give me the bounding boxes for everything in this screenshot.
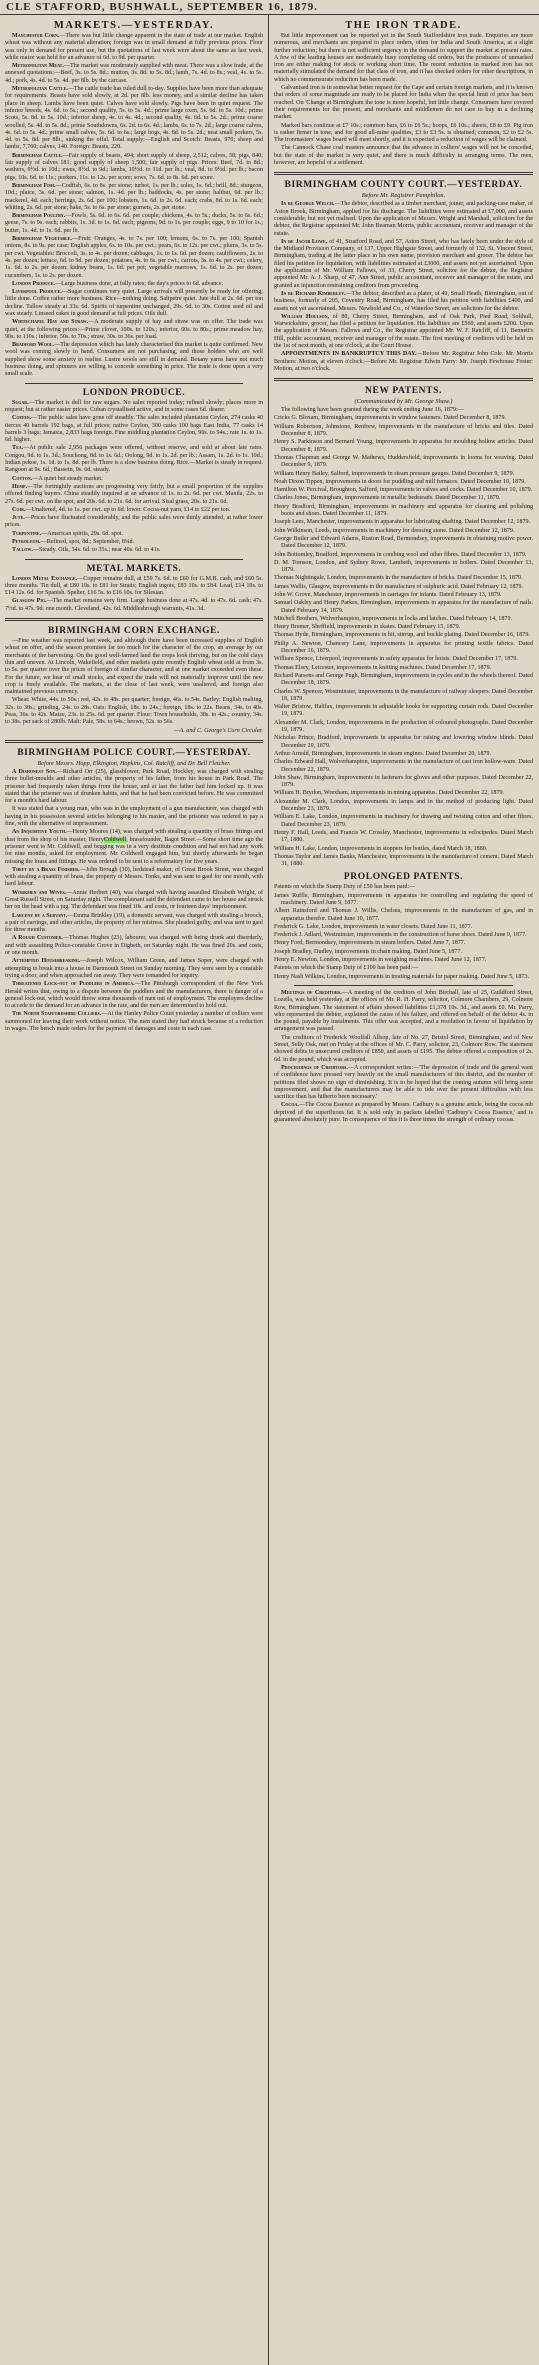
corn-circular-note: —A. and C. George's Corn Circular. [174, 727, 263, 734]
patent-entry: James Ruffle, Birmingham, improvements in apparatus for controlling and regulating the speed of machinery. Dated June 9, 1877. [274, 892, 533, 906]
right-column [269, 15, 538, 2365]
patent-entry: James Wallis, Glasgow, improvements in the manufacture of sulphuric acid. Dated February 12, 1879. [274, 583, 524, 590]
produce-report: Turpentine.—American spirits, 29s. 6d. spot. [12, 530, 124, 537]
patent-entry: Thomas Hyde, Birmingham, improvements in bit, stirrup, and buckle plating. Dated December 16, 1879. [274, 632, 530, 639]
patent-entry: Hamilton W. Percival, Broughton, Salford, improvements in valves and cocks. Dated December 10, 1879. [274, 487, 533, 494]
patent-entry: Henry Nash Wilkins, London, improvements in treating materials for paper making. Dated June 5, 1873. [274, 973, 530, 980]
patent-entry: Thomas Elsey, Leicester, improvements in knitting machines. Dated December 17, 1879. [274, 664, 492, 671]
market-report: Birmingham Vegetable.—Fruit: Oranges, 4s. to 7s. per 100; lemons, 6s. to 7s. per 100; Spanish onions, 8s. to 9s. per case; English apples, 6s. to 10s. per cwt.; pears, 6s. to 12s. per cwt.; plums, 3s. to 5s. per cwt. Vegetables: Broccoli, 3s. to 4s. per dozen; cabbages, 1s. to 1s. 6d. per dozen; cauliflowers, 2s. to 4s. per dozen; lettuce, 6d. to 9d. per dozen; potatoes, 4s. to 6s. per cwt.; carrots, 3s. to 4s. per cwt.; celery, 1s. 6d. to 2s. per dozen; kidney beans, 1s. 6d. per pot; vegetable marrows, 1s. 6d. to 2s. per dozen; cucumbers, 1s. to 2s. per dozen. [5, 236, 263, 279]
patent-entry: William E. Lake, London, improvements in machinery for drawing and twisting cotton and other fibres. Dated December 23, 1879. [274, 814, 533, 828]
patent-entry: Henry E. Newton, London, improvements in weighing machines. Dated June 12, 1877. [274, 957, 487, 964]
creditors-report: Meetings of Creditors.—A meeting of the creditors of John Birchall, late of 25, Guildford Street, Lozells, was held yesterday, at the offices of Mr. R. H. Parry, solicitor, Colmore Chambers, 29, Colmore Row, Birmingham. The statement of affairs showed liabilities £1,378 10s. 3d., and assets £0. Mr. Parry, who represented the debtor, explained the cause of his failure, and offered on behalf of the debtor 4s. in the pound, payable by instalments. This offer was accepted, and a resolution in favour of liquidation by arrangement was passed. [274, 989, 533, 1033]
market-report: Metropolitan Cattle.—The cattle trade has ruled dull to-day. Supplies have been more than adequate for requirements. Beasts have sold slowly, at 2d. per 8lb. less money, and a similar decline has taken place in sheep. Lambs have been quiet. Calves have sold slowly. Pigs have been in quiet request. The inferior breeds, 4s. 6d. to 5s.; second quality, 5s. to 5s. 4d.; prime large oxen, 5s. 6d. to 5s. 10d.; prime Scots, 5s. 8d. to 5s. 10d.; inferior sheep, 4s. to 4s. 4d.; second quality, 4s. 6d. to 5s. 2d.; prime coarse woolled, 5s. 4d. to 5s. 8d.; prime Southdowns, 6s. 2d. to 6s. 4d.; lambs, 6s. to 7s. 2d.; large coarse calves, 4s. 6d. to 5s. 4d.; prime small calves, 5s. 6d. to 6s.; large hogs, 4s. 8d. to 5s. 2d.; neat small porkers, 5s. 4d. to 5s. 8d. per 8lb., sinking the offal. Total supply:—English and Scotch: Beasts, 970; sheep and lambs, 7,760; calves, 140. Foreign: Beasts, 220. [5, 86, 264, 151]
produce-report: Hemp.—The fortnightly auctions are progressing very fairly, but a small proportion of the supplies offered finding buyers. China steadily inquired at an advance of 1s. to 2s. 6d. per cwt. Manila, 22s. to 27s. 6d. per cwt. on the spot, and 20s. 6d. to 21s. 6d. for arrival. Sisal grass, 20s. to 21s. 6d. [5, 483, 263, 505]
patent-entry: John W. Grove, Manchester, improvements in carriages for infants. Dated February 13, 1879. [274, 592, 502, 598]
patent-entry: Noah Dixon Tippen, improvements in doors for puddling and mill furnaces. Dated December 10, 1879. [274, 478, 526, 485]
metal-markets-heading: METAL MARKETS. [86, 563, 182, 574]
patent-entry: Henry Bremer, Sheffield, improvements in skates. Dated February 15, 1879. [274, 624, 461, 631]
court-case: William Houlson, of 80, Cherry Street, Birmingham, and of Oak Park, Pied Road, Solihull, Warwickshire, grocer, has filed a petition for liquidation. His liabilities are £560, and assets £200. Upon the application of Messrs. Fallows and Co., the Registrar appointed Mr. W. F. Ratcliff, of 11, Bennett's Hill, public accountant, receiver and manager of the estate. The first meeting of creditors will be held on the 1st of next month, at one o'clock, at the Court House. [274, 313, 533, 349]
patent-entry: William H. Lake, London, improvements in stoppers for bottles, dated March 18, 1880. [274, 845, 488, 852]
patents-intro: The following have been granted during the week ending June 16, 1879:— [281, 407, 464, 414]
creditors-report: The creditors of Frederick Woolfall Allsop, late of No. 27, Bristol Street, Birmingham, and of New Street, Selly Oak, met on Friday at the offices of Mr. C. Parry, solicitor, 23, Colmore Row. The statement showed debts to unsecured creditors of £850, and assets of £195. The debtor offered a composition of 2s. 6d. in the pound, which was accepted. [274, 1034, 533, 1063]
corn-report: —Fine weather was reported last week, and although there have been increased supplies of English wheat on offer, and the season promises far too much for the character of the crop, an average by our merchants of the harvesting. On the good well-farmed land the crops look thriving, but on the cold clays thin and uneven. At Lincoln, Wakefield, and other markets quite recently English wheat sold at from 3s. to 5s. per quarter over the prices of foreign of similar character, and at one market exceeded even these. For the future, we hear of small stocks, and expect the trade will not materially improve until the new crop is freely available. The markets, at the close of last week, were unaltered, and foreign also maintained previous currency. [5, 638, 263, 696]
corn-report: Wheat: White, 44s. to 50s.; red, 42s. to 48s. per quarter; foreign, 46s. to 54s. Barley: English malting, 32s. to 38s.; grinding, 24s. to 28s. Oats: English, 18s. to 24s.; foreign, 18s. to 22s. Beans, 34s. to 40s. Peas, 36s. to 42s. Maize, 23s. to 25s. 6d. per quarter. Flour: Town households, 38s. to 42s.; country, 34s. to 38s. per sack of 280lb. Malt: Pale, 58s. to 64s.; brown, 52s. to 56s. [5, 697, 263, 726]
patent-entry: William Henry Bailey, Salford, improvements in steam pressure gauges. Dated December 9, 1879. [274, 470, 515, 477]
police-case: The North Staffordshire Colliers.—At the Hanley Police Court yesterday a number of colliers were summoned for leaving their work without notice. The men stated they had struck because of a reduction in wages. The bench made orders for the payment of damages and costs in each case. [5, 1011, 263, 1033]
masthead: CLE STAFFORD, BUSHWALL, SEPTEMBER 16, 1879. [0, 0, 539, 15]
patent-entry: John Shaw, Birmingham, improvements in fasteners for gloves and other purposes. Dated December 22, 1879. [274, 774, 533, 789]
court-case: In re Richard Kimberley.—The debtor, described as a plater, of 49, Small Heath, Birmingham, out of business, formerly of 205, Coventry Road, Birmingham, has filed his petition with liabilities £400, and assets not yet ascertained. Messrs. Newbold and Co., of Waterloo Street, are solicitors for the debtor. [274, 290, 534, 312]
patent-entry: William Spence, Liverpool, improvements in safety apparatus for hoists. Dated December 17, 1879. [274, 656, 518, 663]
highlighted-term: Coldwell [103, 836, 127, 843]
produce-report: Petroleum.—Refined, spot, 8d.; September, 8¼d. [12, 539, 135, 545]
police-case: Attempted Housebreaking.—Joseph Wilcox, William Green, and James Soper, were charged with attempting to break into a house in Dartmouth Street on Sunday morning. They were seen by a constable trying a door, and when approached ran away. They were remanded for inquiry. [5, 958, 263, 979]
metal-report: Glasgow Pig.—The market remains very firm. Large business done at 47s. 4d. to 47s. 6d. cash; 47s. 7½d. to 47s. 9d. one month. Cleveland, 42s. 6d. Middlesbrough warrants, 41s. 3d. [5, 598, 263, 612]
patent-entry: Joseph Lees, Manchester, improvements in apparatus for lubricating shafting. Dated December 12, 1879. [274, 519, 531, 526]
police-case: Workmen and Wives.—Annie Herbert (40), was charged with having assaulted Elizabeth Wright, of Great Russell Street, on Saturday night. The complainant said the defendant came to her house and struck her on the head with a jug. The defendant was fined 10s. and costs, or fourteen days' imprisonment. [5, 889, 263, 911]
patent-entry: Thomas Nightingale, London, improvements in the manufacture of bricks. Dated December 15, 1879. [274, 575, 523, 582]
section-rule [25, 559, 243, 560]
patent-entry: Richard Parsons and George Pugh, Birmingham, improvements in cycles and in the wheels thereof. Dated December 18, 1879. [274, 672, 533, 687]
market-report: Birmingham Cattle.—Fair supply of beasts, 494; short supply of sheep, 2,512; calves, 38; pigs, 840; fair supply of calves 181; good supply of sheep 1,500; fair supply of pigs. Prices: Beef, 7d. to 8d.; wethers, 9½d. to 10d.; ewes, 8½d. to 9d.; lambs, 10½d. to 11d. per lb.; veal, 8d. to 9½d. per lb.; bacon pigs, 10s. 6d. to 11s.; porkers, 11s. to 12s. per score; sows, 7s. 6d. to 8s. 6d. per score. [5, 152, 263, 181]
patent-entry: Henry Bradford, Birmingham, improvements in machinery and apparatus for cleaning and polishing boots and shoes. Dated December 11, 1879. [274, 503, 533, 518]
metal-report: London Metal Exchange.—Copper remains dull, at £59 7s. 6d. to £60 for G.M.B. cash, and £60 5s. three months. Tin dull, at £80 10s. to £81 for Straits; English ingots, £83 10s. to £84. Lead, £14 10s. to £14 12s. 6d. for Spanish. Spelter, £16 5s. to £16 10s. for Silesian. [5, 575, 263, 597]
produce-report: Jute.—Prices have fluctuated considerably, and the public sales were thinly attended, at rather lower prices. [5, 515, 263, 529]
police-case: An Inquisitive Youth.—Henry Moores (14), was charged with stealing a quantity of brass fittings and dust from the shop of his master, HenryColdwell, brassfounder, Bagot Street.—Some short time ago the prisoner went to Mr. Coldwell, and begging was in a very destitute condition and had not had any work for nine months, asked for employment. Mr. Coldwell engaged him, but shortly afterwards he began missing the brass and fittings. He was ordered to be sent to a reformatory for five years. [5, 829, 263, 865]
market-report: Metropolitan Meat.—The market was moderately supplied with meat. There was a slow trade, at the annexed quotations:—Beef, 3s. to 5s. 8d.; mutton, 3s. 8d. to 5s. 8d.; lamb, 7s. 4d. to 8s.; veal, 4s. to 5s. 4d.; pork, 4s. 4d. to 5s. 4d. per 8lb. by the carcase. [5, 63, 263, 84]
market-report: Birmingham Fish.—Codfish, 6s. to 8s. per stone; turbot, 1s. per lb.; soles, 1s. 6d.; brill, 8d.; sturgeon, 10d.; plaice, 3s. 6d. per stone; salmon, 1s. 4d. per lb.; haddocks, 4s. per stone; halibut, 6d. per lb.; mackerel, 4d. each; herrings, 2s. 6d. per 100; lobsters, 1s. 6d. to 2s. 6d. each; crabs, 8d. to 1s. 6d. each; whiting, 2s. 6d. per stone; hake, 5s. to 6s. per stone; gurnets, 2s. per stone. [5, 182, 264, 211]
patent-entry: Albert Rainsford and Thomas J. Willis, Chelsea, improvements in the manufacture of gas, and in apparatus therefor. Dated June 10, 1877. [274, 908, 533, 922]
iron-report: But little improvement can be reported yet in the South Staffordshire iron trade. Enquiries are more numerous, and merchants are prepared to place orders, often for India and South America, at a slight further reduction; but there is not sufficient urgency in the demand to support the market at present rates. A few of the leading houses are moderately busy completing old orders, but the producers of unmarked iron are either making for stock or working short time. The recent reduction in marked iron has not materially stimulated the demand for that class of iron, and it has checked orders for other descriptions, in which no commensurate reduction has been made. [274, 33, 533, 83]
patent-entry: Philip A. Newton, Chancery Lane, improvements in apparatus for printing textile fabrics. Dated December 16, 1879. [274, 640, 533, 655]
patents-byline: (Communicated by Mr. George Shaw.) [354, 398, 453, 406]
iron-trade-heading: THE IRON TRADE. [345, 20, 462, 31]
iron-report: Galvanised iron is in somewhat better request for the Cape and certain foreign markets, and it is known that orders of some magnitude are ready to be placed for India when the special limit of price has been reached. On 'Change at Birmingham the tone is more hopeful, but little change. Consumers have covered their requirements for the present, and merchants and middlemen do not care to buy in a declining market. [274, 85, 533, 121]
police-case: Larceny by a Servant.—Emma Brinkley (19), a domestic servant, was charged with stealing a brooch, a pair of earrings, and other articles, the property of her mistress. She pleaded guilty, and was sent to gaol for three months. [5, 912, 263, 934]
market-report: Birmingham Poultry.—Fowls, 5s. 6d. to 6s. 6d. per couple; chickens, 4s. to 5s.; ducks, 5s. to 6s. 6d.; geese, 7s. to 9s. each; rabbits, 1s. 3d. to 1s. 6d. each; pigeons, 9d. to 1s. per couple; eggs, 9 to 10 for 1s.; butter, 1s. 4d. to 1s. 6d. per lb. [5, 213, 263, 234]
section-rule [5, 618, 263, 621]
prolonged-patent-list [274, 884, 533, 981]
section-rule [25, 383, 243, 384]
produce-report: Tallow.—Steady. Oils, 34s. 6d. to 35s.; near 40s. 6d. to 41s. [12, 547, 161, 554]
patent-entry: Frederick G. Lake, London, improvements in water closets. Dated June 11, 1877. [274, 923, 473, 930]
new-patents-heading: NEW PATENTS. [365, 386, 442, 397]
bankruptcy-appointments: APPOINTMENTS IN BANKRUPTCY THIS DAY.—Before Mr. Registrar John Cole. Mr. Morris Brothers: Motion, at eleven o'clock.—Before Mr. Registrar Edwin Parry: Mr. Joseph Fewhouse Foster: Motion, at two o'clock. [274, 351, 533, 372]
patent-entry: Mitchell Brothers, Wolverhampton, improvements in locks and latches. Dated February 14, 1879. [274, 615, 513, 622]
left-column [0, 15, 269, 2365]
patent-entry: Charles W. Spencer, Westminster, improvements in the manufacture of railway sleepers. Dated December 18, 1879. [274, 688, 533, 702]
markets-heading: MARKETS.—YESTERDAY. [53, 20, 215, 31]
county-court-heading: BIRMINGHAM COUNTY COURT.—YESTERDAY. [284, 180, 523, 191]
patent-entry: D. M. Tomson, London, and Sydney Rowe, Lambeth, improvements in boilers. Dated December 13, 1879. [274, 559, 533, 574]
police-case: It was stated that a young man, who was in the employment of a gun manufacturer, was charged with having in his possession several articles belonging to his master, and the prisoner was ordered to pay a fine, with the alternative of imprisonment. [5, 806, 263, 828]
produce-report: Coir.—Unaltered, 4d. to 1s. per cwt. up to 6d. lower. Cocoa-nut yarn, £14 to £22 per ton. [12, 506, 231, 513]
section-rule [294, 985, 513, 986]
patent-entry: William Robertson, Johnstone, Renfrew, improvements in the manufacture of bricks and tiles. Dated December 8, 1879. [274, 423, 533, 438]
patent-entry: Walter Bristow, Halifax, improvements in adjustable hooks for supporting curtain rods. Dated December 19, 1879. [274, 704, 533, 718]
patent-entry: Henry S. Parkinson and Bernard Young, improvements in apparatus for moulding hollow articles. Dated December 8, 1879. [274, 439, 533, 453]
market-report: Manchester Corn.—There was but little change apparent in the state of trade at our market. English wheat was without any material alteration; foreign was in small demand at fully previous prices. Flour was only in demand for present use, but the quotations of last week were about the same as last week, while maize was held for an advance of 6d. to 9d. per quarter. [5, 33, 264, 61]
patent-entry: Charles Jones, Birmingham, improvements in metallic bedsteads. Dated December 11, 1879. [274, 495, 501, 502]
patent-entry: Frederick J. Adlard, Westminster, improvements in the construction of horse shoes. Dated June 9, 1877. [274, 932, 527, 939]
patent-entry: Thomas Taylor and James Banks, Manchester, improvements in the manufacture of cement. Dated March 31, 1880. [274, 853, 533, 868]
patent-entry: Henry Ford, Bermondsey, improvements in steam boilers. Dated June 7, 1877. [274, 940, 466, 947]
patent-entry: Cricks G. Bloxam, Birmingham, improvements in window fasteners. Dated December 8, 1879. [274, 415, 507, 422]
patent-entry: Patents on which the Stamp Duty of £100 has been paid:— [274, 965, 419, 972]
section-rule [5, 740, 263, 743]
patent-entry: Patents on which the Stamp Duty of £50 has been paid:— [274, 884, 416, 891]
police-case: A Rough Customer.—Thomas Hughes (23), labourer, was charged with being drunk and disorderly, and with assaulting Police-constable Grove in Digbeth, on Saturday night. He was fined 20s. and costs, or one month. [5, 935, 263, 957]
patent-entry: Joseph Bradley, Dudley, improvements in chain making. Dated June 5, 1877. [274, 948, 462, 955]
patent-entry: George Butler and Edward Adams, Ruston Road, Bermondsey, improvements in obtaining motive power. Dated December 12, 1879. [274, 535, 533, 550]
markets-body [5, 33, 263, 379]
london-produce-heading: LONDON PRODUCE. [82, 387, 186, 398]
produce-report: Sugar.—The market is dull for raw sugars. No sales reported today; refined slowly; places more in request; but at rather easier prices. Cuban crystallised active, and in some cases 6d. dearer. [5, 399, 263, 413]
patent-entry: Thomas Chapman and George W. Mathews, Huddersfield, improvements in looms for weaving. Dated December 9, 1879. [274, 454, 533, 469]
produce-report: Coffee.—The public sales have gone off steadily. The sales included plantation Ceylon, 274 casks 40 tierces 40 barrels 192 bags, at full prices; native Ceylon, 300 casks 100 bags East India, 77 casks 14 barrels 3 bags; Jamaica, 2,833 bags foreign. Fine middling plantation Ceylon, 90s. to 94s.; rate 1s. to 1s. 6d. higher. [5, 415, 263, 444]
patent-entry: Samuel Oakley and Henry Parkes, Birmingham, improvements in apparatus for the manufacture of nails. Dated February 14, 1879. [274, 600, 533, 614]
patent-entry: John Bottomley, Bradford, improvements in combing wool and other fibres. Dated December 13, 1879. [274, 551, 527, 558]
patent-list [274, 415, 533, 868]
produce-report: Cotton.—A quiet but steady market. [12, 475, 103, 482]
columns [0, 15, 539, 2365]
court-case: In re Jacob Lowe, of 41, Stratford Road, and 57, Aston Street, who has lately been under the style of the Midland Provision Company, of 137, Upper Highgate Street, and formerly of 132, St. Vincent Street, Birmingham, trading at the latter place in his own name, provision merchant and grocer. The debtor has filed his petition for liquidation, with liabilities estimated at £3000, and assets not yet ascertained. Upon the application of Mr. William Fallows, of 33, Cherry Street, solicitor for the debtor, the Registrar appointed Mr. A. J. Sharp, of 47, Ann Street, public accountant, receiver and manager of the estate, and granted an injunction restraining creditors from proceeding. [274, 238, 534, 289]
prolonged-patents-heading: PROLONGED PATENTS. [343, 872, 464, 883]
corn-exchange-heading: BIRMINGHAM CORN EXCHANGE. [47, 626, 220, 637]
market-report: Whitechapel Hay and Straw.—A moderate supply of hay and straw was on offer. The trade was quiet, at the following prices:—Prime clover, 100s. to 120s.; inferior, 60s. to 80s.; prime meadow hay, 90s. to 110s.; inferior, 50s. to 70s.; straw, 30s. to 36s. per load. [5, 319, 263, 340]
section-rule [274, 378, 533, 381]
police-court-byline: Before Messrs. Hopp, Elkington, Hopkins, Col. Ratcliff, and Dr. Bell Fletcher. [37, 759, 231, 767]
county-court-byline: Before Mr. Registrer Pamphilon. [361, 192, 446, 200]
patent-entry: Henry F. Hall, Leeds, and Francis W. Crossley, Manchester, improvements in velocipedes. Dated March 17, 1880. [274, 829, 533, 844]
patent-entry: John Wilkinson, Leeds, improvements in machinery for dressing stone. Dated December 12, 1879. [274, 527, 515, 534]
iron-report: The Cannock Chase coal masters announce that the advance in colliers' wages will not be conceded, but the state of the market is very quiet, and there is much difficulty in arranging terms. The men, however, are hopeful of a settlement. [274, 145, 533, 167]
market-report: Bradford Wool.—The depression which has lately characterised this market is quite confirmed. New wool was coming slowly to hand. Consumers are not purchasing, and those holders who are well supplied show some anxiety to realise. Lustre wools are still in demand. Botany yarns have not much business doing, and spinners are willing to concede something in price. The trade is done upon a very small scale. [5, 342, 264, 378]
produce-report: Tea.—At public sale 2,956 packages were offered, without reserve, and sold at about late rates. Congou, 9d. to 1s. 3d.; Souchong, 8d. to 1s. 6d.; Oolong, 9d. to 1s. 2d. per lb.; Assam, 1s. 2d. to 1s. 10d.; Indian pekoe, 1s. 1d. to 1s. 8d. per lb. There is a slow business doing. Rice.—Market is steady in request. Rangoon at 9s. 6d.; Bassein, 9s. 6d. steady. [5, 445, 263, 474]
patent-entry: Charles Edward Hall, Wolverhampton, improvements in the manufacture of cast iron hollow-ware. Dated December 22, 1879. [274, 759, 533, 773]
patent-entry: Nicholas Prince, Bradford, improvements in apparatus for raising and lowering window blinds. Dated December 20, 1879. [274, 735, 533, 749]
patent-entry: Alexander M. Clark, London, improvements in lamps and in the method of producing light. Dated December 23, 1879. [274, 798, 533, 813]
advertisement-paragraph: Cocoa.—The Cocoa Essence as prepared by Messrs. Cadbury is a genuine article, being the cocoa nib deprived of the superfluous fat. It is sold only in packets labelled 'Cadbury's Cocoa Essence,' and is guaranteed absolutely pure. In consequence of this it is three times the strength of ordinary cocoas. [274, 1102, 533, 1123]
patent-entry: William H. Brydon, Wrexham, improvements in mining apparatus. Dated December 22, 1879. [274, 790, 505, 797]
police-case: Theft by a Brass Finisher.—John Brough (30), bedstead maker, of Great Brook Street, was charged with stealing a quantity of brass, the property of Messrs. Tonks, and was sent to gaol for one month, with hard labour. [5, 866, 263, 888]
section-rule [274, 172, 533, 175]
market-report: Liverpool Produce.—Sugar continues very quiet. Large arrivals will presently be ready for offering; little done. Coffee rather more business. Rice—nothing doing. Saltpetre quiet. Jute dull at 2s. 6d. per ton decline. Tallow steady at 33s. 6d. Spirits of turpentine unchanged, 29s. 6d. to 30s. Cotton seed oil and wax steady. Linseed cakes in good demand at full prices. Oils dull. [5, 289, 263, 317]
iron-report: Marked bars continue at £7 10s.; common bars, £6 to £6 5s.; hoops, £6 10s.; sheets, £8 to £9. Pig iron is rather firmer in tone, and for good all-mine qualities, £3 to £3 5s. is obtained; common, £2 to £2 5s. The ironmasters' wages board will meet shortly, and it is expected a reduction of wages will be claimed. [274, 122, 533, 144]
court-case: In re George Welch.—The debtor, described as a timber merchant, joiner, and packing-case maker, of Aston Brook, Birmingham, applied for his discharge. The liabilities were estimated at £7,000, and assets considerable, but not yet realised. Upon the application of Messrs. Wright and Marshall, solicitors for the debtor, the Registrar appointed Mr. John Beaman Morris, public accountant, receiver and manager of the estate. [274, 201, 533, 237]
police-case: Threatened Lock-out of Puddlers in America.—The Pittsburgh correspondent of the New York Herald writes that, owing to a dispute between the puddlers and the manufacturers, there is danger of a general lock-out, which would throw some thousands of men out of employment. The employers decline to accede to the demand for an advance in the rate, and the men are determined to hold out. [5, 981, 264, 1010]
patent-entry: Arthur Arnold, Birmingham, improvements in steam engines. Dated December 20, 1879. [274, 750, 492, 757]
police-court-heading: BIRMINGHAM POLICE COURT.—YESTERDAY. [17, 747, 251, 758]
patent-entry: Alexander M. Clark, London, improvements in the production of coloured photographs. Dated December 19, 1879. [274, 719, 533, 734]
creditors-report: Proceedings of Creditors.—A correspondent writes:—'The depression of trade and the general want of confidence have pressed very heavily on the small manufacturers of this district, and the number of petitions filed shows no sign of diminishing. It is to be hoped that the coming autumn will bring some improvement, and that the manufacturers may be able to tide over the present difficulties with less sacrifice than has hitherto been necessary.' [274, 1064, 533, 1101]
market-report: London Produce.—Large business done, at fully rates; the day's prices to 6d. advance. [12, 280, 224, 287]
police-case: A Dishonest Son.—Richard Orr (25), glassblower, Park Road, Hockley, was charged with stealing three bullet-moulds and other articles, the property of his father, from his house in Park Road. The prisoner had frequently taken things from the house, and at last the father had him locked up. It was stated that the prisoner was of drunken habits, and that he had been convicted before. He was committed for a month's hard labour. [5, 768, 263, 805]
